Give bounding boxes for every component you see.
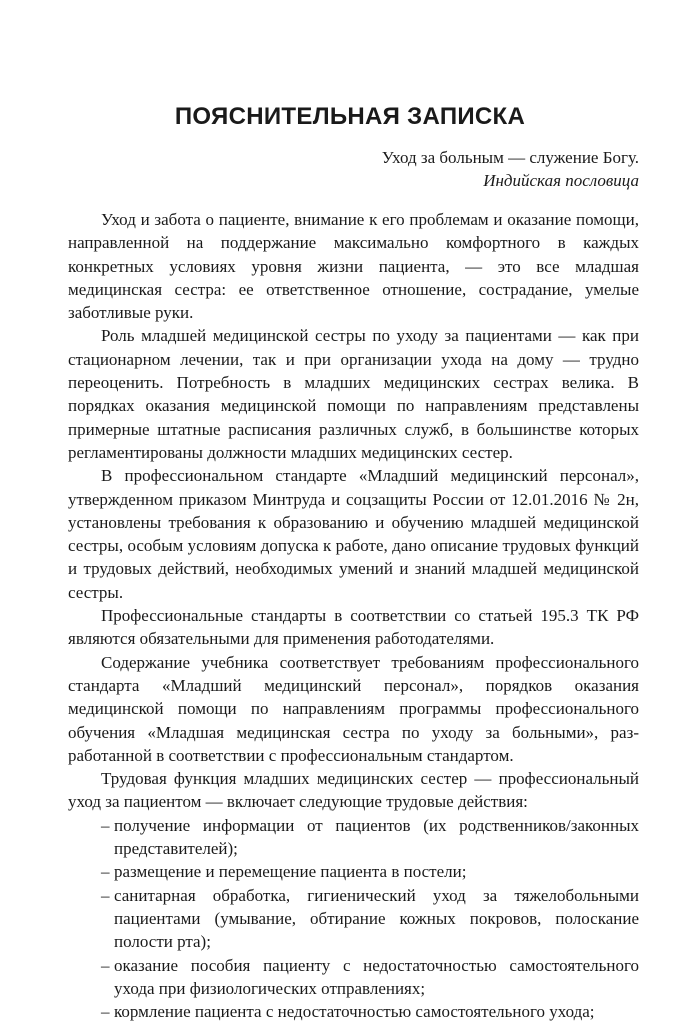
list-item	[68, 954, 639, 1001]
list-item-text: кормление пациента с недостаточностью самостоятельного ухода;	[114, 1002, 595, 1022]
list-item	[68, 860, 639, 883]
list-dash: –	[101, 955, 110, 975]
page-title: ПОЯСНИТЕЛЬНАЯ ЗАПИСКА	[174, 103, 526, 130]
paragraph: Роль младшей медицинской сестры по уходу за пациентами — как при стационарном лечении, так и при организации ухода на дому — трудно переоценить. Потребность в младших медицинских сестрах велика. В порядках оказания медицинской помощи по направлениям представлены примерные штатные расписания различных служб, в большинстве которых регламентированы должности младших медицинских сестер.	[68, 326, 639, 462]
list-item-text: санитарная обработка, гигиенический уход за тяжелобольными пациентами (умывание, обтирание кожных покровов, полоскание полости рта);	[114, 885, 639, 952]
paragraph: Трудовая функция младших медицинских сестер — профессиональный уход за пациентом — включает следующие трудовые действия:	[68, 769, 639, 812]
list-item	[68, 1000, 639, 1023]
paragraph: Уход и забота о пациенте, внимание к его проблемам и оказание помощи, направленной на поддержание максимально комфортного в каждых конкретных условиях уровня жизни пациента, — это все младшая медицинская сестра: ее ответственное отношение, сострадание, умелые заботливые руки.	[68, 210, 639, 323]
list-item-text: получение информации от пациентов (их родственников/законных представителей);	[114, 815, 639, 859]
list-item	[68, 814, 639, 861]
list-item	[68, 884, 639, 954]
epigraph	[382, 146, 639, 192]
list-item-text: оказание пособия пациенту с недостаточностью самостоятельного ухода при физиологических отправлениях;	[114, 955, 639, 998]
body-text	[68, 208, 639, 1023]
list-dash: –	[101, 885, 110, 905]
list-dash: –	[101, 815, 110, 835]
paragraph: В профессиональном стандарте «Младший медицинский персонал», утвержденном приказом Минтруда и соцзащиты России от 12.01.2016 № 2н, установлены требования к образованию и обучению младшей медицинской сестры, особым условиям допуска к работе, дано описание трудовых функций и трудовых действий, необходимых умений и знаний младшей медицинской сестры.	[68, 466, 639, 602]
epigraph-source: Индийская пословица	[483, 171, 639, 190]
list-item-text: размещение и перемещение пациента в постели;	[114, 862, 467, 882]
list-dash: –	[101, 862, 110, 882]
paragraph: Профессиональные стандарты в соответствии со статьей 195.3 ТК РФ являются обязательными для применения работодателями.	[68, 606, 639, 649]
list-dash: –	[101, 1002, 110, 1022]
paragraph: Содержание учебника соответствует требованиям профессионального стандарта «Младший медицинский персонал», порядков оказания медицинской помощи по направлениям программы профессионального обучения «Младшая медицинская сестра по уходу за больными», разработанной в соответствии с профессиональным стандартом.	[68, 652, 639, 765]
epigraph-quote: Уход за больным — служение Богу.	[381, 148, 639, 167]
duties-list	[68, 814, 639, 1023]
